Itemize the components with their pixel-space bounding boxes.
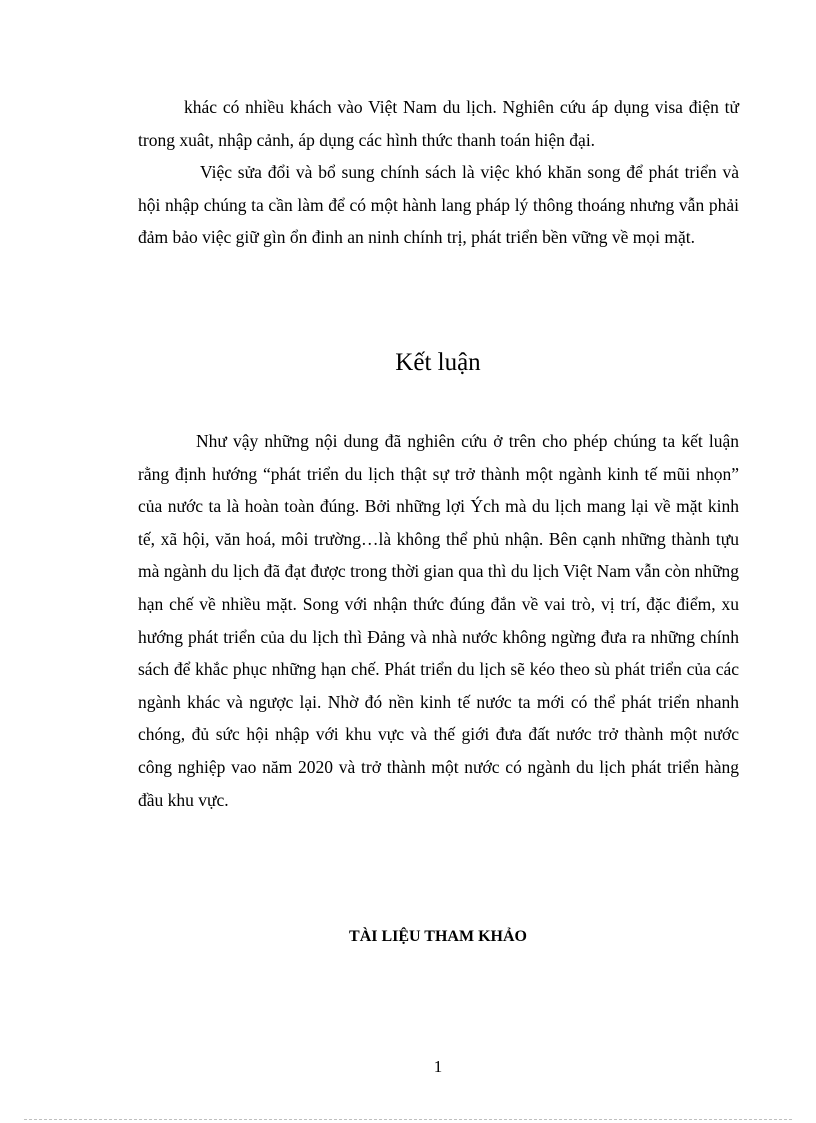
conclusion-paragraph: Như vậy những nội dung đã nghiên cứu ở trên cho phép chúng ta kết luận rằng định hướng “phát triển du lịch thật sự trở thành một ngành kinh tế mũi nhọn” của nước ta là hoàn toàn đúng. Bởi những lợi Ých mà du lịch mang lại về mặt kinh tế, xã hội, văn hoá, môi trường…là không thể phủ nhận. Bên cạnh những thành tựu mà ngành du lịch đã đạt được trong thời gian qua thì du lịch Việt Nam vẫn còn những hạn chế về nhiều mặt. Song với nhận thức đúng đắn về vai trò, vị trí, đặc điểm, xu hướng phát triển của du lịch thì Đảng và nhà nước không ngừng đưa ra những chính sách để khắc phục những hạn chế. Phát triển du lịch sẽ kéo theo sù phát triển của các ngành khác và ngược lại. Nhờ đó nền kinh tế nước ta mới có thể phát triển nhanh chóng, đủ sức hội nhập với khu vực và thế giới đưa đất nước trở thành một nước công nghiệp vao năm 2020 và trở thành một nước có ngành du lịch phát triển hàng đầu khu vực.: [138, 431, 739, 810]
page-bottom-edge: [24, 1119, 792, 1120]
intro-text-block: [138, 91, 739, 254]
paragraph-continuation: khác có nhiều khách vào Việt Nam du lịch. Nghiên cứu áp dụng visa điện tử trong xuât, nhập cảnh, áp dụng các hình thức thanh toán hiện đại.: [138, 97, 739, 150]
conclusion-heading: Kết luận: [395, 349, 481, 376]
references-heading: TÀI LIỆU THAM KHẢO: [349, 928, 527, 945]
conclusion-text-block: [138, 425, 739, 816]
page-number: 1: [433, 1057, 443, 1076]
paragraph-policy: Việc sửa đổi và bổ sung chính sách là việc khó khăn song để phát triển và hội nhập chúng ta cần làm để có một hành lang pháp lý thông thoáng nhưng vẫn phải đảm bảo việc giữ gìn ổn đinh an ninh chính trị, phát triển bền vững về mọi mặt.: [138, 162, 739, 248]
